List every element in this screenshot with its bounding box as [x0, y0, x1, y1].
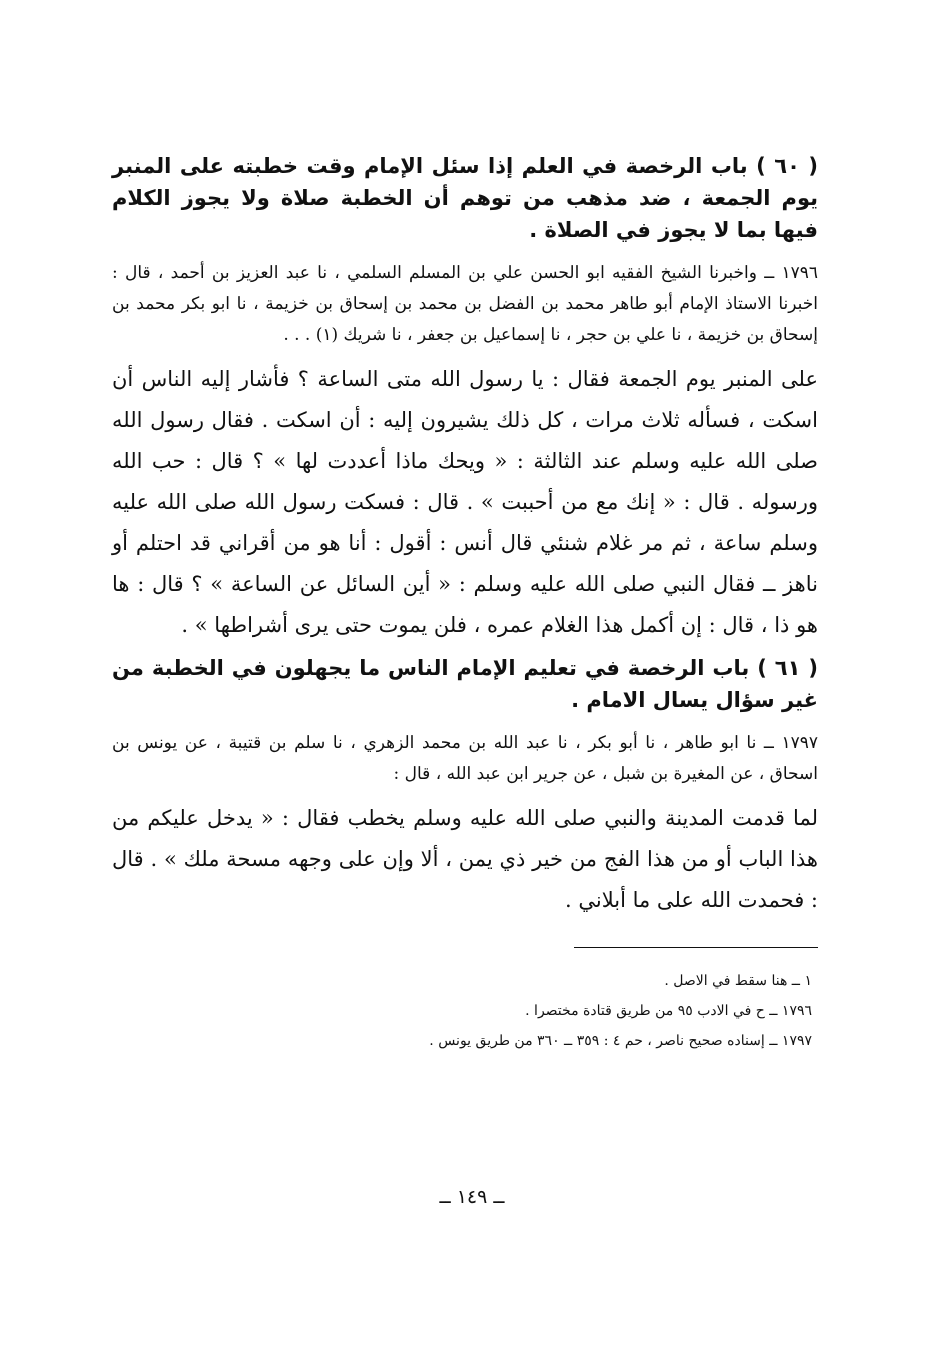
hadith-1796-isnad: ١٧٩٦ ــ واخبرنا الشيخ الفقيه ابو الحسن علي بن المسلم السلمي ، نا عبد العزيز بن أحمد ، قال : اخبرنا الاستاذ الإمام أبو طاهر محمد بن الفضل بن محمد بن إسحاق بن خزيمة ، نا ابو بكر محمد بن إسحاق بن خزيمة ، نا علي بن حجر ، نا إسماعيل بن جعفر ، نا شريك (١) . . . — [112, 263, 818, 345]
footnote-1797: ١٧٩٧ ــ إسناده صحيح ناصر ، حم ٤ : ٣٥٩ ــ ٣٦٠ من طريق يونس . — [429, 1033, 812, 1049]
hadith-1796-text: على المنبر يوم الجمعة فقال : يا رسول الله متى الساعة ؟ فأشار إليه الناس أن اسكت ، فسأله ثلاث مرات ، كل ذلك يشيرون إليه : أن اسكت . فقال رسول الله صلى الله عليه وسلم عند الثالثة : « ويحك ماذا أعددت لها » ؟ قال : حب الله ورسوله . قال : « إنك مع من أحببت » . قال : فسكت رسول الله صلى الله عليه وسلم ساعة ، ثم مر غلام شنئي قال أنس : أقول : أنا هو من أقراني قد احتلم أو ناهز ــ فقال النبي صلى الله عليه وسلم : « أين السائل عن الساعة » ؟ قال : ها هو ذا ، قال : إن أكمل هذا الغلام عمره ، فلن يموت حتى يرى أشراطها » . — [112, 367, 818, 637]
footnote-1796: ١٧٩٦ ــ ح في الادب ٩٥ من طريق قتادة مختصرا . — [525, 1003, 812, 1019]
footnotes — [112, 966, 818, 1056]
page-content — [112, 150, 818, 1056]
footnote-1: ١ ــ هنا سقط في الاصل . — [664, 973, 812, 989]
page-number: ــ ١٤٩ ــ — [439, 1186, 505, 1208]
chapter-61-heading: ( ٦١ ) باب الرخصة في تعليم الإمام الناس ما يجهلون في الخطبة من غير سؤال يسال الامام . — [112, 656, 818, 712]
chapter-60-heading: ( ٦٠ ) باب الرخصة في العلم إذا سئل الإمام وقت خطبته على المنبر يوم الجمعة ، ضد مذهب من توهم أن الخطبة صلاة ولا يجوز الكلام فيها بما لا يجوز في الصلاة . — [112, 154, 818, 242]
hadith-1797-isnad: ١٧٩٧ ــ نا ابو طاهر ، نا أبو بكر ، نا عبد الله بن محمد الزهري ، نا سلم بن قتيبة ، عن يونس بن اسحاق ، عن المغيرة بن شبل ، عن جرير ابن عبد الله ، قال : — [112, 733, 818, 784]
hadith-1797-text: لما قدمت المدينة والنبي صلى الله عليه وسلم يخطب فقال : « يدخل عليكم من هذا الباب أو من هذا الفج من خير ذي يمن ، ألا وإن على وجهه مسحة ملك » . قال : فحمدت الله على ما أبلاني . — [112, 806, 818, 912]
footnote-divider — [574, 947, 818, 948]
